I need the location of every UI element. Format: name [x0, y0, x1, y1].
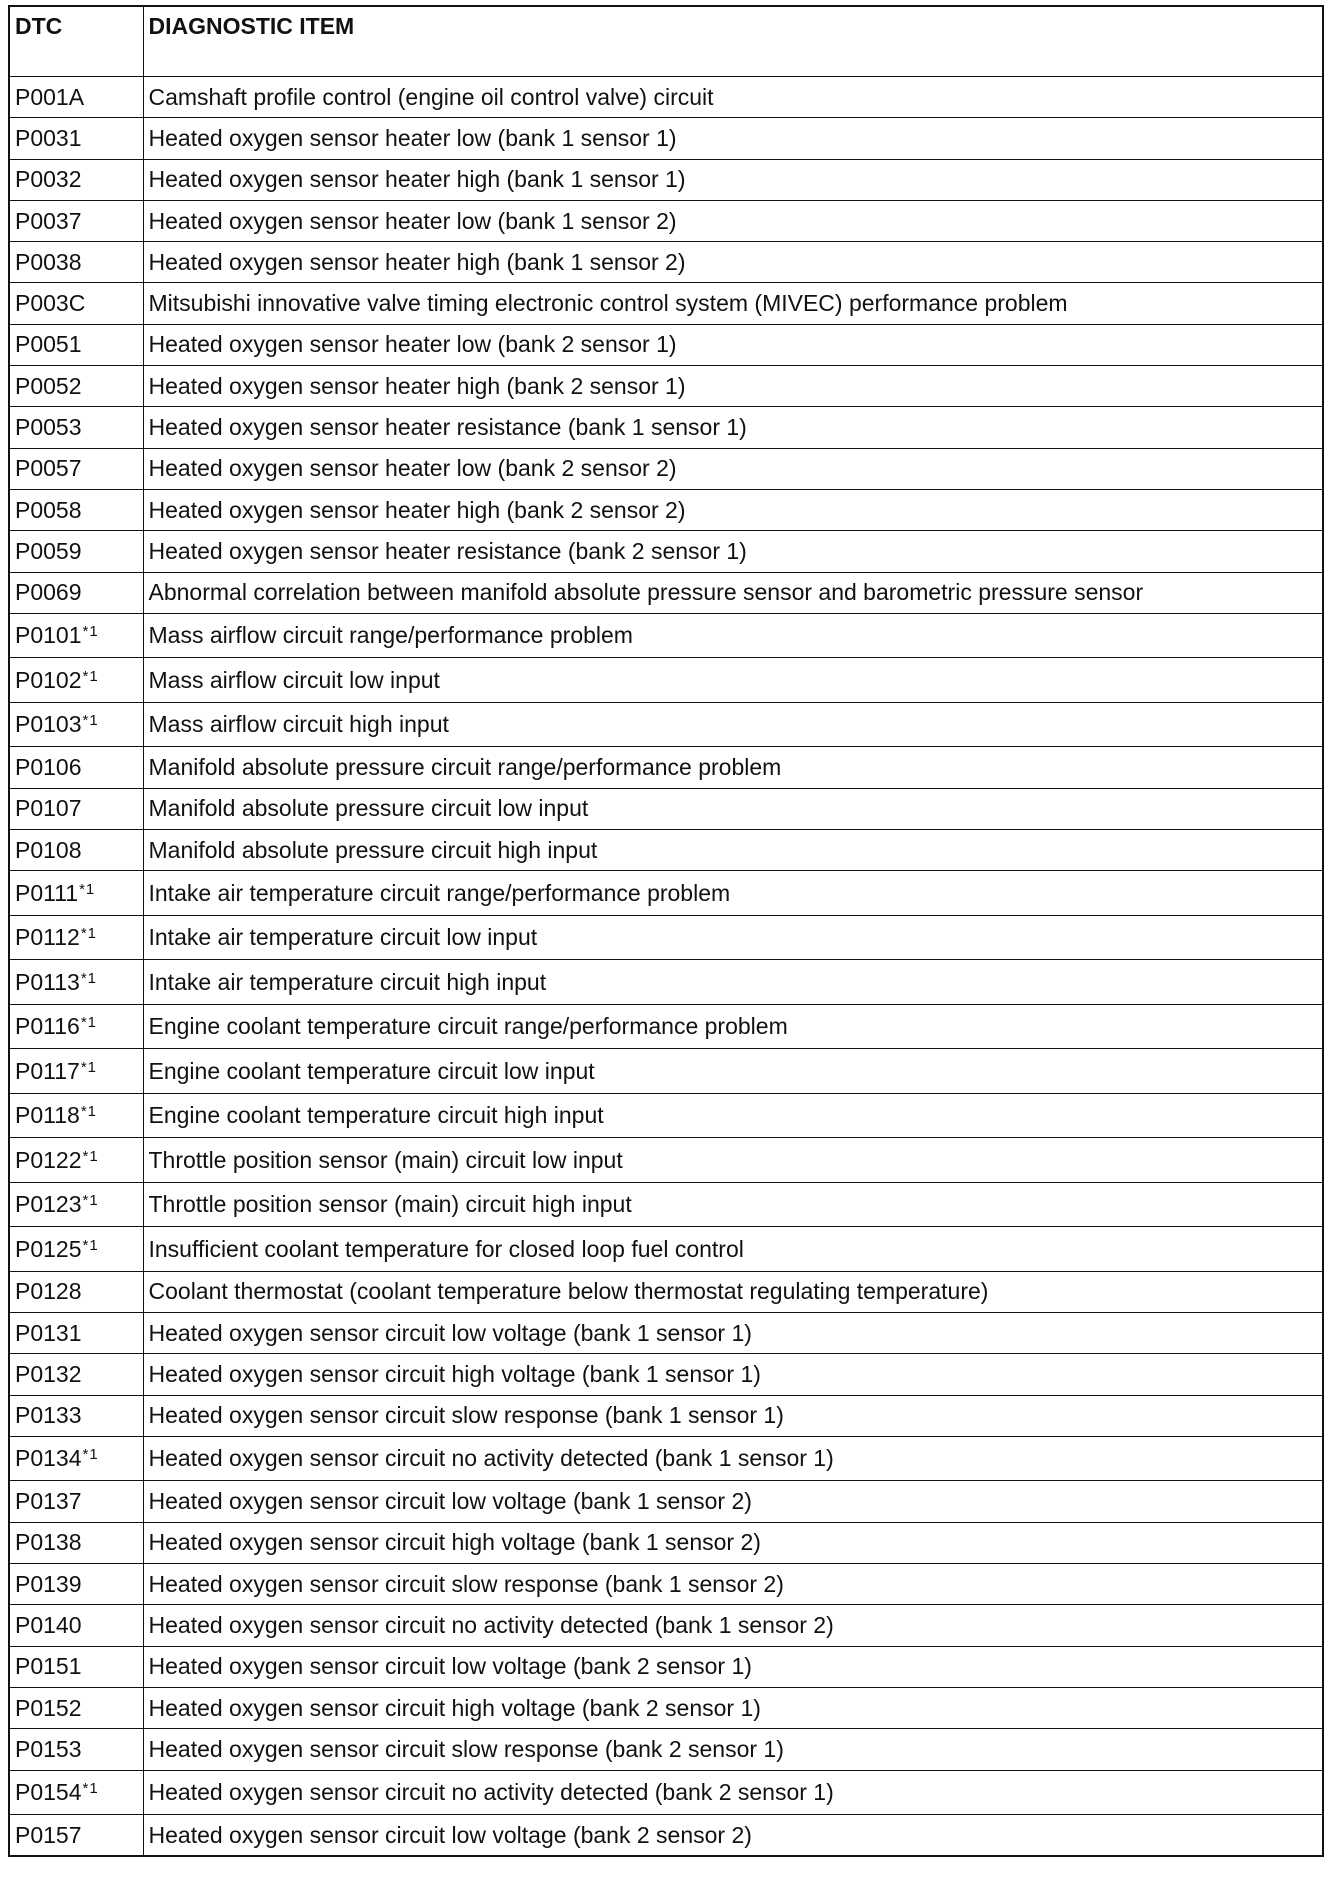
diagnostic-item-cell: Heated oxygen sensor heater low (bank 2 sensor 1)	[143, 324, 1323, 365]
dtc-code-cell	[9, 702, 143, 747]
footnote-mark: *1	[82, 712, 99, 730]
table-row	[9, 489, 1323, 530]
dtc-code: P0137	[15, 1488, 82, 1515]
dtc-code-cell	[9, 242, 143, 283]
table-row	[9, 1436, 1323, 1481]
diagnostic-item-cell: Mass airflow circuit low input	[143, 658, 1323, 703]
dtc-code: P0122	[15, 1146, 82, 1173]
diagnostic-item-cell: Insufficient coolant temperature for closed loop fuel control	[143, 1227, 1323, 1272]
diagnostic-item-cell: Throttle position sensor (main) circuit high input	[143, 1182, 1323, 1227]
header-dtc: DTC	[9, 6, 143, 77]
dtc-code-cell	[9, 1004, 143, 1049]
diagnostic-item-cell: Heated oxygen sensor heater high (bank 2 sensor 1)	[143, 366, 1323, 407]
dtc-code-cell	[9, 324, 143, 365]
dtc-code-cell	[9, 747, 143, 788]
diagnostic-item-cell: Heated oxygen sensor circuit low voltage (bank 2 sensor 2)	[143, 1815, 1323, 1857]
diagnostic-item-cell: Heated oxygen sensor circuit no activity detected (bank 1 sensor 2)	[143, 1605, 1323, 1646]
dtc-code: P0113	[15, 968, 80, 995]
dtc-code: P0069	[15, 579, 82, 606]
dtc-code-cell	[9, 118, 143, 159]
diagnostic-item-cell: Coolant thermostat (coolant temperature below thermostat regulating temperature)	[143, 1271, 1323, 1312]
dtc-code-cell	[9, 1182, 143, 1227]
table-row	[9, 448, 1323, 489]
diagnostic-item-cell: Heated oxygen sensor heater high (bank 1 sensor 2)	[143, 242, 1323, 283]
dtc-code: P0108	[15, 836, 82, 863]
table-row	[9, 531, 1323, 572]
dtc-code: P0118	[15, 1102, 80, 1128]
dtc-code-cell	[9, 915, 143, 960]
dtc-code-cell	[9, 1436, 143, 1481]
table-row	[9, 613, 1323, 658]
dtc-code-cell	[9, 1138, 143, 1183]
table-row	[9, 960, 1323, 1005]
table-body	[9, 77, 1323, 1857]
dtc-code: P0152	[15, 1694, 82, 1721]
header-diagnostic-item: DIAGNOSTIC ITEM	[143, 6, 1323, 77]
dtc-code-cell	[9, 1313, 143, 1354]
dtc-code-cell	[9, 1395, 143, 1436]
diagnostic-item-cell: Heated oxygen sensor circuit high voltage (bank 2 sensor 1)	[143, 1687, 1323, 1728]
dtc-code: P0131	[15, 1319, 82, 1346]
table-row	[9, 1687, 1323, 1728]
dtc-code-cell	[9, 1049, 143, 1094]
table-row	[9, 407, 1323, 448]
dtc-code-cell	[9, 613, 143, 658]
dtc-code: P0116	[15, 1013, 80, 1039]
table-row	[9, 702, 1323, 747]
dtc-code-cell	[9, 788, 143, 829]
table-row	[9, 77, 1323, 118]
dtc-code: P0133	[15, 1402, 82, 1429]
table-row	[9, 1138, 1323, 1183]
dtc-code: P0103	[15, 711, 82, 738]
table-row	[9, 1049, 1323, 1094]
dtc-code: P0112	[15, 924, 80, 950]
dtc-code: P0051	[15, 331, 82, 358]
dtc-code-cell	[9, 1522, 143, 1563]
table-row	[9, 1522, 1323, 1563]
diagnostic-item-cell: Manifold absolute pressure circuit low input	[143, 788, 1323, 829]
dtc-code: P003C	[15, 290, 86, 317]
dtc-code-cell	[9, 829, 143, 870]
dtc-table	[8, 5, 1324, 1857]
table-row	[9, 829, 1323, 870]
diagnostic-item-cell: Manifold absolute pressure circuit range/performance problem	[143, 747, 1323, 788]
diagnostic-item-cell: Mitsubishi innovative valve timing electronic control system (MIVEC) performance problem	[143, 283, 1323, 324]
table-row	[9, 1227, 1323, 1272]
table-row	[9, 572, 1323, 613]
diagnostic-item-cell: Engine coolant temperature circuit high input	[143, 1093, 1323, 1138]
dtc-code-cell	[9, 1646, 143, 1687]
table-row	[9, 366, 1323, 407]
diagnostic-item-cell: Heated oxygen sensor circuit high voltage (bank 1 sensor 2)	[143, 1522, 1323, 1563]
table-row	[9, 1646, 1323, 1687]
table-row	[9, 1182, 1323, 1227]
table-row	[9, 1770, 1323, 1815]
diagnostic-item-cell: Intake air temperature circuit high input	[143, 960, 1323, 1005]
dtc-code-cell	[9, 531, 143, 572]
dtc-code: P0111	[15, 879, 79, 906]
dtc-code-cell	[9, 366, 143, 407]
header-row	[9, 6, 1323, 77]
dtc-code: P0157	[15, 1821, 82, 1848]
dtc-code: P0123	[15, 1191, 82, 1217]
table-header	[9, 6, 1323, 77]
table-row	[9, 159, 1323, 200]
diagnostic-item-cell: Heated oxygen sensor heater resistance (bank 1 sensor 1)	[143, 407, 1323, 448]
dtc-code: P0059	[15, 537, 82, 564]
dtc-code: P0153	[15, 1735, 82, 1762]
dtc-code: P0057	[15, 455, 82, 482]
table-row	[9, 1481, 1323, 1522]
dtc-code: P0032	[15, 166, 82, 193]
dtc-code-cell	[9, 1687, 143, 1728]
dtc-code-cell	[9, 658, 143, 703]
dtc-code-cell	[9, 960, 143, 1005]
footnote-mark: *1	[80, 969, 97, 987]
dtc-code-cell	[9, 1354, 143, 1395]
footnote-mark: *1	[82, 1192, 99, 1209]
diagnostic-item-cell: Camshaft profile control (engine oil control valve) circuit	[143, 77, 1323, 118]
diagnostic-item-cell: Mass airflow circuit range/performance problem	[143, 613, 1323, 658]
footnote-mark: *1	[82, 1236, 99, 1254]
dtc-code-cell	[9, 1564, 143, 1605]
dtc-code-cell	[9, 1815, 143, 1857]
dtc-code: P0106	[15, 754, 82, 780]
diagnostic-item-cell: Heated oxygen sensor circuit slow response (bank 1 sensor 1)	[143, 1395, 1323, 1436]
table-row	[9, 1271, 1323, 1312]
diagnostic-item-cell: Mass airflow circuit high input	[143, 702, 1323, 747]
dtc-code-cell	[9, 1227, 143, 1272]
dtc-code-cell	[9, 1605, 143, 1646]
dtc-code: P0101	[15, 622, 82, 649]
footnote-mark: *1	[80, 1014, 97, 1031]
footnote-mark: *1	[82, 1147, 99, 1165]
table-row	[9, 1564, 1323, 1605]
dtc-code: P0031	[15, 124, 82, 151]
table-row	[9, 747, 1323, 788]
dtc-code: P0151	[15, 1653, 82, 1680]
table-row	[9, 1395, 1323, 1436]
dtc-code: P0139	[15, 1570, 82, 1597]
footnote-mark: *1	[80, 1103, 97, 1120]
dtc-code-cell	[9, 489, 143, 530]
dtc-code: P0058	[15, 496, 82, 523]
dtc-code-cell	[9, 1481, 143, 1522]
diagnostic-item-cell: Heated oxygen sensor circuit low voltage (bank 2 sensor 1)	[143, 1646, 1323, 1687]
diagnostic-item-cell: Heated oxygen sensor heater low (bank 1 sensor 2)	[143, 200, 1323, 241]
dtc-code-cell	[9, 200, 143, 241]
dtc-code-cell	[9, 1093, 143, 1138]
table-row	[9, 871, 1323, 916]
dtc-code: P0134	[15, 1445, 82, 1472]
dtc-code-cell	[9, 1770, 143, 1815]
table-row	[9, 324, 1323, 365]
dtc-code: P0107	[15, 795, 82, 822]
dtc-code-cell	[9, 159, 143, 200]
dtc-code: P0038	[15, 248, 82, 275]
table-row	[9, 1313, 1323, 1354]
diagnostic-item-cell: Heated oxygen sensor circuit low voltage (bank 1 sensor 1)	[143, 1313, 1323, 1354]
dtc-code-cell	[9, 407, 143, 448]
dtc-code: P0125	[15, 1235, 82, 1262]
diagnostic-item-cell: Heated oxygen sensor heater low (bank 2 sensor 2)	[143, 448, 1323, 489]
dtc-code: P0053	[15, 414, 82, 441]
table-row	[9, 1354, 1323, 1395]
dtc-code: P0154	[15, 1778, 82, 1805]
diagnostic-item-cell: Heated oxygen sensor circuit no activity detected (bank 2 sensor 1)	[143, 1770, 1323, 1815]
diagnostic-item-cell: Heated oxygen sensor circuit no activity detected (bank 1 sensor 1)	[143, 1436, 1323, 1481]
diagnostic-item-cell: Intake air temperature circuit low input	[143, 915, 1323, 960]
dtc-code: P0138	[15, 1529, 82, 1556]
table-row	[9, 1004, 1323, 1049]
diagnostic-item-cell: Heated oxygen sensor heater resistance (bank 2 sensor 1)	[143, 531, 1323, 572]
dtc-code-cell	[9, 871, 143, 916]
table-row	[9, 1605, 1323, 1646]
dtc-code: P0037	[15, 207, 82, 234]
footnote-mark: *1	[82, 623, 99, 641]
table-row	[9, 1729, 1323, 1770]
diagnostic-item-cell: Intake air temperature circuit range/performance problem	[143, 871, 1323, 916]
table-row	[9, 242, 1323, 283]
diagnostic-item-cell: Abnormal correlation between manifold absolute pressure sensor and barometric pressure sensor	[143, 572, 1323, 613]
table-row	[9, 788, 1323, 829]
dtc-code-cell	[9, 283, 143, 324]
diagnostic-item-cell: Heated oxygen sensor heater low (bank 1 sensor 1)	[143, 118, 1323, 159]
diagnostic-item-cell: Heated oxygen sensor circuit slow response (bank 2 sensor 1)	[143, 1729, 1323, 1770]
dtc-code-cell	[9, 1729, 143, 1770]
diagnostic-item-cell: Heated oxygen sensor heater high (bank 1 sensor 1)	[143, 159, 1323, 200]
table-row	[9, 1815, 1323, 1857]
dtc-code: P0132	[15, 1360, 82, 1387]
table-row	[9, 658, 1323, 703]
footnote-mark: *1	[80, 1058, 97, 1076]
dtc-code: P0140	[15, 1611, 82, 1638]
dtc-code-cell	[9, 448, 143, 489]
footnote-mark: *1	[82, 667, 99, 685]
dtc-code-cell	[9, 572, 143, 613]
footnote-mark: *1	[82, 1446, 99, 1464]
diagnostic-item-cell: Engine coolant temperature circuit range/performance problem	[143, 1004, 1323, 1049]
table-row	[9, 915, 1323, 960]
diagnostic-item-cell: Throttle position sensor (main) circuit low input	[143, 1138, 1323, 1183]
dtc-code: P0117	[15, 1057, 80, 1084]
diagnostic-item-cell: Engine coolant temperature circuit low input	[143, 1049, 1323, 1094]
footnote-mark: *1	[82, 1779, 99, 1797]
dtc-code-cell	[9, 77, 143, 118]
diagnostic-item-cell: Manifold absolute pressure circuit high input	[143, 829, 1323, 870]
footnote-mark: *1	[80, 925, 97, 942]
dtc-code-cell	[9, 1271, 143, 1312]
dtc-code: P0052	[15, 372, 82, 399]
table-row	[9, 200, 1323, 241]
table-row	[9, 283, 1323, 324]
dtc-code: P0102	[15, 666, 82, 693]
dtc-code: P0128	[15, 1278, 82, 1305]
diagnostic-item-cell: Heated oxygen sensor heater high (bank 2 sensor 2)	[143, 489, 1323, 530]
table-row	[9, 1093, 1323, 1138]
diagnostic-item-cell: Heated oxygen sensor circuit slow response (bank 1 sensor 2)	[143, 1564, 1323, 1605]
footnote-mark: *1	[79, 880, 96, 898]
diagnostic-item-cell: Heated oxygen sensor circuit low voltage (bank 1 sensor 2)	[143, 1481, 1323, 1522]
table-row	[9, 118, 1323, 159]
diagnostic-item-cell: Heated oxygen sensor circuit high voltage (bank 1 sensor 1)	[143, 1354, 1323, 1395]
dtc-code: P001A	[15, 83, 85, 110]
